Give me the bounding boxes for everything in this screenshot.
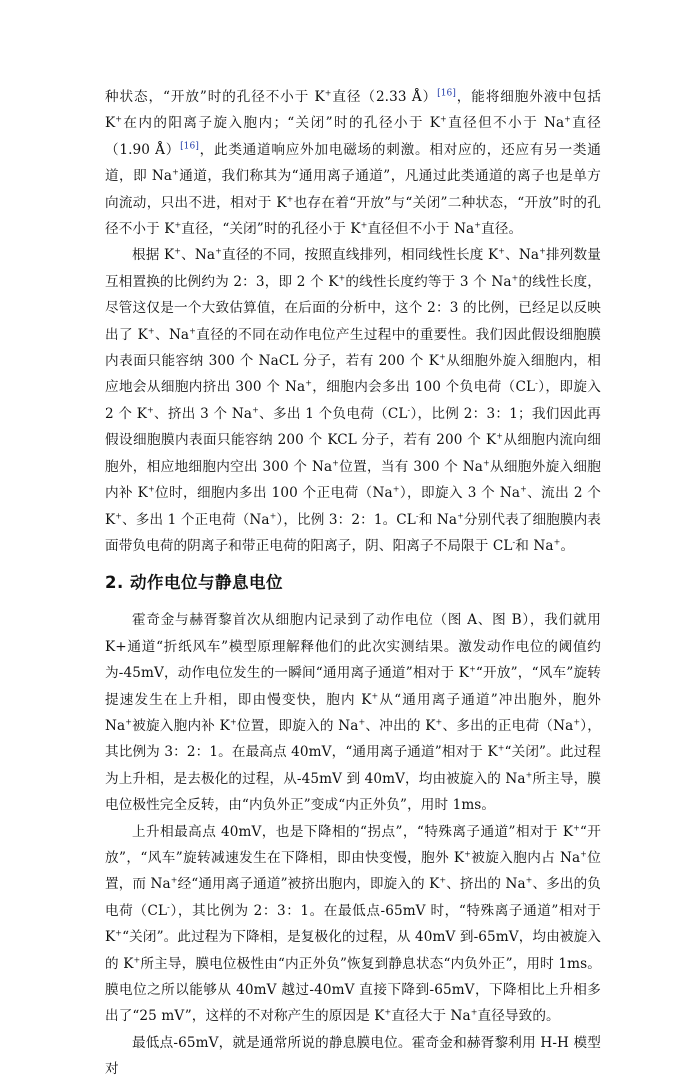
text-segment: 排列数量互相置换的比例约为 2：3，即 2 个 K [105,247,601,290]
paragraph-1 [105,84,601,242]
superscript: + [525,875,533,885]
paragraph-4 [105,819,601,1030]
superscript: + [525,770,533,780]
text-segment: 被旋入胞内补 K [132,717,230,734]
text-segment: 在内的阳离子旋入胞内；“关闭”时的孔径小于 K [122,115,441,132]
text-segment: 直径但不小于 Na [367,221,475,238]
paragraph-3 [105,607,601,818]
text-segment: 从细胞外旋入细胞内补 K [105,458,601,502]
superscript: - [535,378,538,388]
superscript: + [580,849,587,859]
superscript: + [252,405,259,415]
superscript: + [125,717,133,727]
superscript: + [332,458,339,468]
text-segment: 、多出 1 个负电荷（CL [258,405,408,422]
superscript: + [215,246,222,256]
text-segment: ），比例 3：2：1。CL [276,511,416,528]
text-segment: 位时，细胞内多出 100 个正电荷（Na [154,485,393,502]
text-segment: 根据 K [132,247,175,264]
text-segment: 所主导，膜电位极性由“内正外负”恢复到静息状态“内负外正”，用时 1ms。膜电位之所以能够从 40mV 越过-40mV 直接下降到-65mV，下降相比上升相多出了“25 mV”，这样的不对称产生的原因是 K [105,955,601,1025]
section-heading: 2. 动作电位与静息电位 [105,573,283,593]
text-segment: ，细胞内会多出 100 个负电荷（CL [312,379,536,396]
text-segment: 通道，我们称其为“通用离子通道”，凡通过此类通道的离子也是单方向流动，只出不进，相对于 K [105,168,602,211]
text-segment: 所主导，膜电位极性完全反转，由“内负外正”变成“内正外负”，用时 1ms。 [105,770,601,814]
text-segment: 、多出 1 个正电荷（Na [122,511,270,528]
superscript: + [147,484,155,494]
citation-link[interactable]: [16] [180,141,199,152]
text-segment: 、多出的正电荷（Na [442,717,574,734]
text-segment: 和 Na [515,537,554,554]
text-segment: “开放”，“风车”旋转减速发生在下降相，即由快变慢，胞外 K [105,823,601,866]
superscript: + [564,114,571,124]
superscript: + [496,431,504,441]
superscript: - [167,902,170,912]
text-segment: 被旋入胞内占 Na [470,849,581,866]
text-segment: 、Na [154,326,190,343]
superscript: + [229,717,237,727]
text-segment: 直径导致的。 [477,1008,560,1025]
superscript: + [573,823,580,833]
citation-link[interactable]: [16] [437,88,456,99]
text-segment: “开放”，“风车”旋转提速发生在上升相，即由慢变快，胞内 K [105,665,601,708]
text-segment: 、流出 2 个 K [105,485,601,528]
text-segment: 的线性长度，尽管这仅是一个大致估算值，在后面的分析中，这个 2：3 的比例，已经足以反映出了 K [105,273,601,343]
superscript: + [511,273,519,283]
text-segment: 、挤出的 Na [446,876,526,893]
text-segment: 从“通用离子通道”冲出胞外，胞外 Na [105,691,601,734]
superscript: - [407,405,411,415]
text-segment: 霍奇金与赫胥黎首次从细胞内记录到了动作电位（图 A、图 B），我们就用 K+通道“折纸风车”模型原理解释他们的此次实测结果。激发动作电位的阈值约为-45mV，动作电位发生的一瞬间“通用离子通道”相对于 K [105,612,601,682]
text-segment: 分别代表了细胞膜内表面带负电荷的阴离子和带正电荷的阳离子，阴、阳离子不局限于 CL [105,511,601,554]
text-segment: 、多出的负电荷（CL [105,876,601,919]
text-segment: ，能将细胞外液中包括 K [105,89,602,132]
superscript: + [384,1007,392,1017]
text-segment: 种状态，“开放”时的孔径不小于 K [105,89,325,105]
superscript: + [553,537,561,547]
superscript: + [170,875,178,885]
superscript: + [520,484,527,494]
superscript: + [147,326,155,336]
paper-page [105,84,601,1083]
text-segment: “关闭”。此过程为下降相，是复极化的过程，从 40mV 到-65mV，均由被旋入的 K [105,929,601,972]
superscript: + [482,458,490,468]
text-segment: 位置，而 Na [105,849,601,893]
paragraph-5 [105,1030,601,1083]
superscript: + [360,220,368,230]
superscript: + [464,849,471,859]
text-segment: ），比例 2：3：1；我们因此再假设细胞膜内表面只能容纳 200 个 KCL 分子，若有 200 个 K [105,405,601,449]
text-segment: 直径。 [481,221,523,238]
text-segment: 、Na [505,247,540,264]
text-segment: 位置，即旋入的 Na [236,717,359,734]
superscript: + [392,484,400,494]
text-segment: 和 Na [418,511,458,528]
superscript: + [189,326,196,336]
superscript: + [269,510,277,520]
superscript: + [457,510,464,520]
superscript: - [415,510,419,520]
superscript: + [371,691,379,700]
text-segment: 。 [560,537,575,554]
text-segment: 直径（2.33 Å） [331,89,438,105]
superscript: + [133,955,141,965]
superscript: + [539,246,546,256]
text-segment: 直径的不同在动作电位产生过程中的重要性。我们因此假设细胞膜内表面只能容纳 300 个 NaCL 分子，若有 200 个 K [105,326,601,370]
text-segment: 、挤出 3 个 Na [153,405,253,422]
text-segment: 最低点-65mV，就是通常所说的静息膜电位。霍奇金和赫胥黎利用 H-H 模型对 [105,1034,601,1078]
text-segment: ），即旋入 3 个 Na [399,485,521,502]
superscript: + [497,743,505,753]
superscript: + [438,352,446,362]
superscript: + [115,928,123,938]
text-segment: “关闭”。此过程为上升相，是去极化的过程，从-45mV 到 40mV，均由被旋入的 Na [105,744,601,787]
text-segment: 经“通用离子通道”被挤出胞内，即旋入的 K [177,876,440,893]
superscript: + [469,664,476,674]
text-segment: ），即旋入 2 个 K [105,379,602,422]
superscript: + [474,220,482,230]
superscript: + [440,114,447,124]
text-segment: 直径，“关闭”时的孔径小于 K [181,221,361,238]
text-segment: ，此类通道响应外加电磁场的刺激。相对应的，还应有另一类通道，即 Na [105,141,601,185]
superscript: + [573,717,581,727]
text-segment: ），其比例为 3：2：1。在最高点 40mV，“通用离子通道”相对于 K [105,717,601,761]
text-segment: 也存在着“开放”与“关闭”二种状态，“开放”时的孔径不小于 K [105,194,601,238]
superscript: + [470,1007,478,1017]
text-segment: 直径的不同，按照直线排列，相同线性长度 K [221,247,499,264]
text-segment: 、Na [181,247,216,264]
paragraph-2 [105,242,601,559]
superscript: + [147,405,154,415]
superscript: + [305,378,313,388]
superscript: - [512,537,516,547]
text-segment: 从细胞内流向细胞外，相应地细胞内空出 300 个 Na [105,432,601,475]
superscript: + [174,220,182,230]
text-segment: 直径（1.90 Å） [105,115,601,158]
text-segment: 直径但不小于 Na [446,115,565,132]
superscript: + [174,246,182,256]
superscript: + [498,246,506,256]
superscript: + [286,194,294,204]
superscript: + [115,114,123,124]
text-segment: 上升相最高点 40mV，也是下降相的“拐点”，“特殊离子通道”相对于 K [132,823,574,840]
superscript: + [439,875,447,885]
text-segment: 的线性长度约等于 3 个 Na [345,273,512,290]
superscript: + [324,88,332,98]
superscript: + [435,717,443,727]
text-segment: 、冲出的 K [365,717,436,734]
text-segment: ），其比例为 2：3：1。在最低点-65mV 时，“特殊离子通道”相对于 K [105,902,601,946]
text-segment: 位置，当有 300 个 Na [338,458,483,475]
superscript: + [115,510,123,520]
superscript: + [172,167,179,177]
text-segment: 直径大于 Na [391,1008,471,1025]
superscript: + [338,273,346,283]
text-segment: 从细胞外旋入细胞内，相应地会从细胞内挤出 300 个 Na [105,353,602,396]
superscript: + [358,717,366,727]
